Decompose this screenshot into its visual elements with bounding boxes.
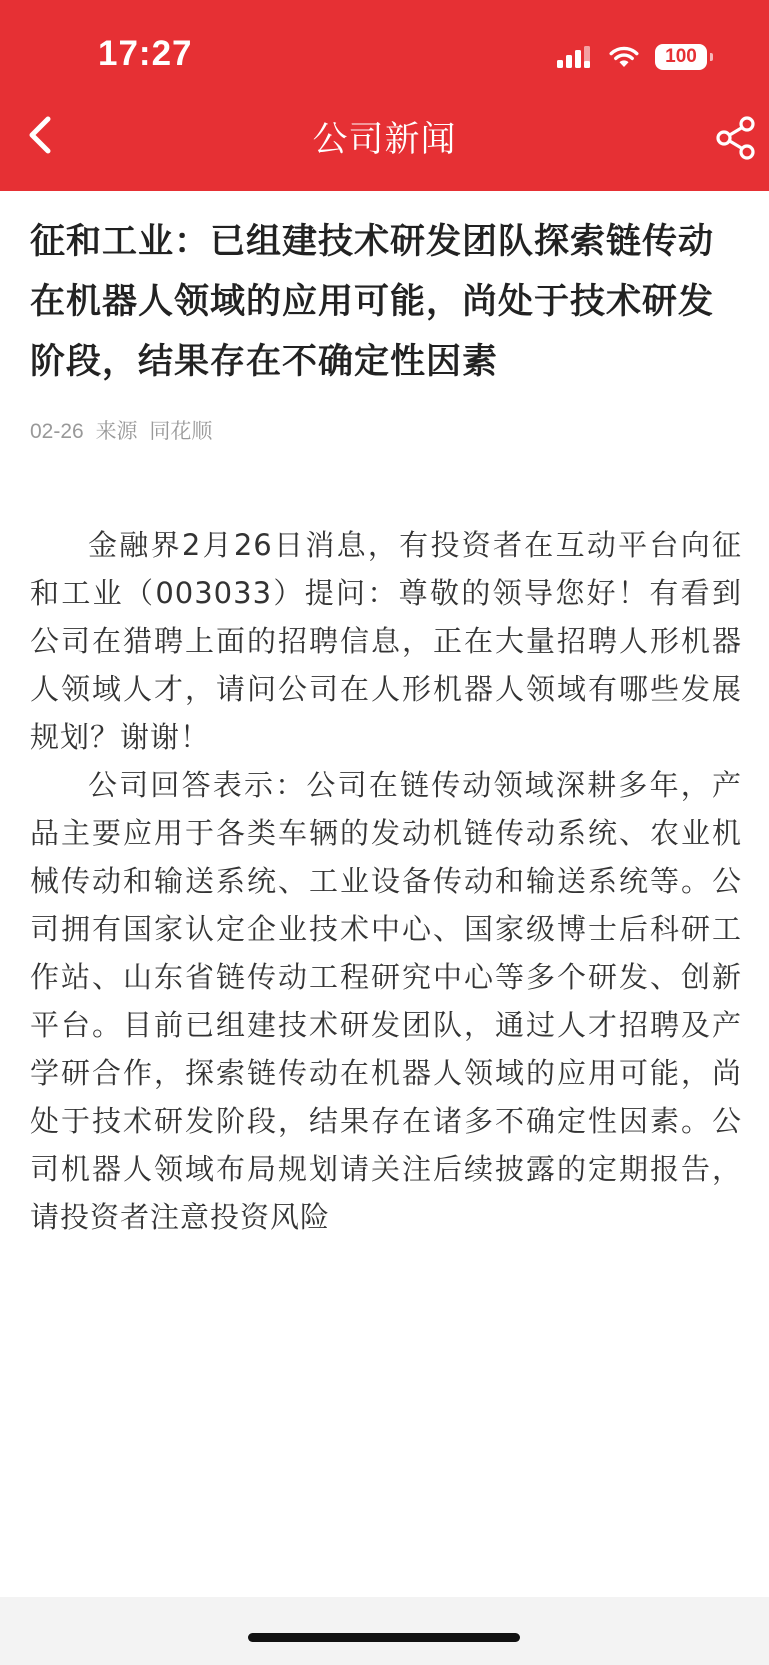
article — [30, 212, 742, 1241]
article-date: 02-26 — [30, 420, 84, 443]
bottom-bar — [0, 1597, 769, 1665]
battery-icon — [655, 44, 707, 70]
article-meta — [30, 415, 742, 445]
article-body — [30, 521, 742, 1241]
battery-level: 100 — [665, 46, 697, 67]
article-source-label: 来源 — [95, 420, 138, 443]
article-title: 征和工业：已组建技术研发团队探索链传动在机器人领域的应用可能，尚处于技术研发阶段，结果存在不确定性因素 — [30, 222, 715, 382]
cellular-signal-icon — [557, 46, 593, 68]
article-source: 同花顺 — [149, 420, 213, 443]
article-paragraph: 公司回答表示：公司在链传动领域深耕多年，产品主要应用于各类车辆的发动机链传动系统、农业机械传动和输送系统、工业设备传动和输送系统等。公司拥有国家认定企业技术中心、国家级博士后科研工作站、山东省链传动工程研究中心等多个研发、创新平台。目前已组建技术研发团队，通过人才招聘及产学研合作，探索链传动在机器人领域的应用可能，尚处于技术研发阶段，结果存在诸多不确定性因素。公司机器人领域布局规划请关注后续披露的定期报告，请投资者注意投资风险 — [30, 768, 742, 1234]
share-button[interactable] — [715, 116, 757, 160]
article-paragraph: 金融界2月26日消息，有投资者在互动平台向征和工业（003033）提问：尊敬的领导您好！有看到公司在猎聘上面的招聘信息，正在大量招聘人形机器人领域人才，请问公司在人形机器人领域有哪些发展规划？谢谢！ — [30, 528, 742, 754]
page-title: 公司新闻 — [312, 120, 457, 160]
home-indicator[interactable] — [248, 1633, 520, 1642]
wifi-icon — [609, 46, 639, 68]
share-icon — [715, 116, 757, 160]
status-time: 17:27 — [98, 34, 193, 73]
app-header — [0, 0, 769, 191]
status-icons — [557, 40, 707, 74]
battery-nub — [710, 53, 713, 61]
